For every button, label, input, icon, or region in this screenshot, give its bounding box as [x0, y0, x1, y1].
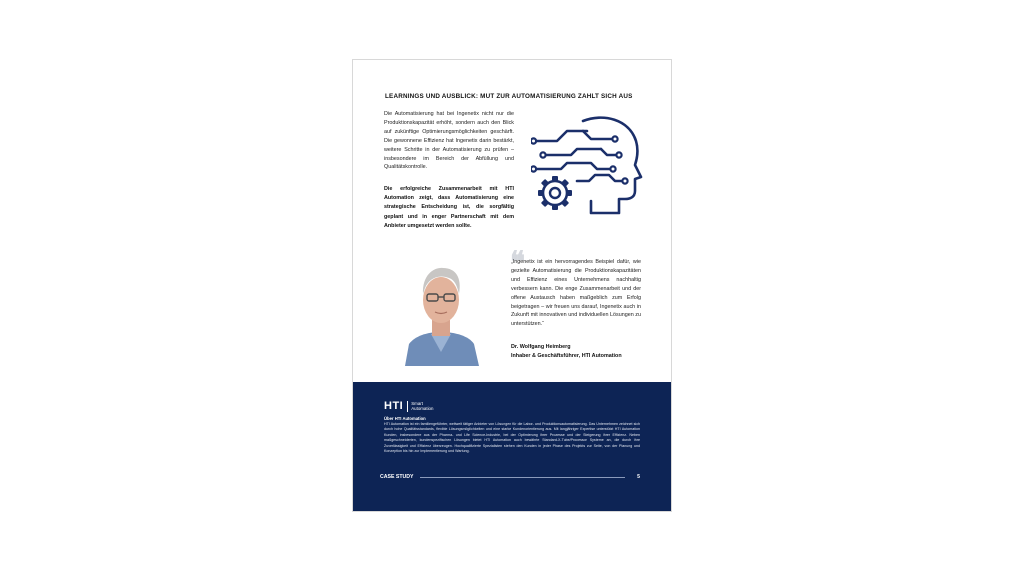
about-title: Über HTI Automation — [384, 416, 426, 421]
case-study-label: CASE STUDY — [380, 474, 414, 480]
page-number: 5 — [637, 474, 640, 480]
portrait-photo — [401, 256, 482, 366]
logo-subtitle — [411, 401, 433, 411]
logo-subtitle-line2: Automation — [411, 406, 434, 411]
footer-divider-line — [420, 477, 625, 478]
quote-marks-icon: ❝ — [510, 245, 526, 278]
section-heading: LEARNINGS UND AUSBLICK: MUT ZUR AUTOMATISIERUNG ZAHLT SICH AUS — [385, 93, 633, 100]
logo-wordmark: HTI — [384, 400, 404, 412]
hti-logo — [384, 399, 433, 413]
quote-author-name: Dr. Wolfgang Heimberg — [511, 344, 571, 350]
testimonial-quote: „Ingenetix ist ein hervorragendes Beispiel dafür, wie gezielte Automatisierung die Produktionskapazitäten und Effizienz eines Unternehmens nachhaltig verbessern kann. Die enge Zusammenarbeit und der offene Austausch haben maßgeblich zum Erfolg beigetragen – wir freuen uns darauf, Ingenetix auch in Zukunft mit innovativen und individuellen Lösungen zu unterstützen.“ — [511, 259, 641, 328]
ai-head-circuit-illustration — [531, 111, 649, 219]
page-footer-bar — [380, 473, 640, 482]
about-text: HTI Automation ist ein familiengeführter, weltweit tätiger Anbieter von Lösungen für die Labor- und Produktionsautomatisierung. Das Unternehmen zeichnet sich durch hohe Qualitätsstandards, flexible Lösungsmöglichkeiten und eine starke Kundenorientierung aus. Mit langjähriger Expertise unterstützt HTI Automation Kunden, insbesondere aus der Pharma- und Life Science-Industrie, bei der Optimierung ihrer Prozesse und der Steigerung ihrer Effizienz. Neben maßgeschneiderten, kundenspezifischen Lösungen bietet HTI Automation auch bewährte Standard-X-Tube/Processor Systeme an, die durch ihre Zuverlässigkeit und Effizienz überzeugen. Hochqualifizierte Spezialisten stehen den Kunden in jeder Phase des Projekts zur Seite, von der Planung und Konzeption bis hin zur Implementierung und Wartung. — [384, 422, 640, 454]
logo-divider — [407, 401, 408, 412]
footer-panel — [353, 382, 671, 511]
logo-subtitle-line1: Smart — [411, 401, 423, 406]
quote-author-role: Inhaber & Geschäftsführer, HTI Automation — [511, 353, 622, 359]
body-paragraph: Die Automatisierung hat bei Ingenetix nicht nur die Produktionskapazität erhöht, sondern auch den Blick auf zukünftige Optimierungsmöglichkeiten geschärft. Die gewonnene Effizienz hat Ingenetix darin bestärkt, weitere Schritte in der Automatisierung zu prüfen – insbesondere im Bereich der Abfüllung und Qualitätskontrolle. — [384, 111, 514, 171]
bold-paragraph: Die erfolgreiche Zusammenarbeit mit HTI Automation zeigt, dass Automatisierung eine strategische Entscheidung ist, die sorgfältig geplant und in enger Partnerschaft mit dem Anbieter umgesetzt werden sollte. — [384, 186, 514, 229]
document-page — [353, 60, 671, 511]
